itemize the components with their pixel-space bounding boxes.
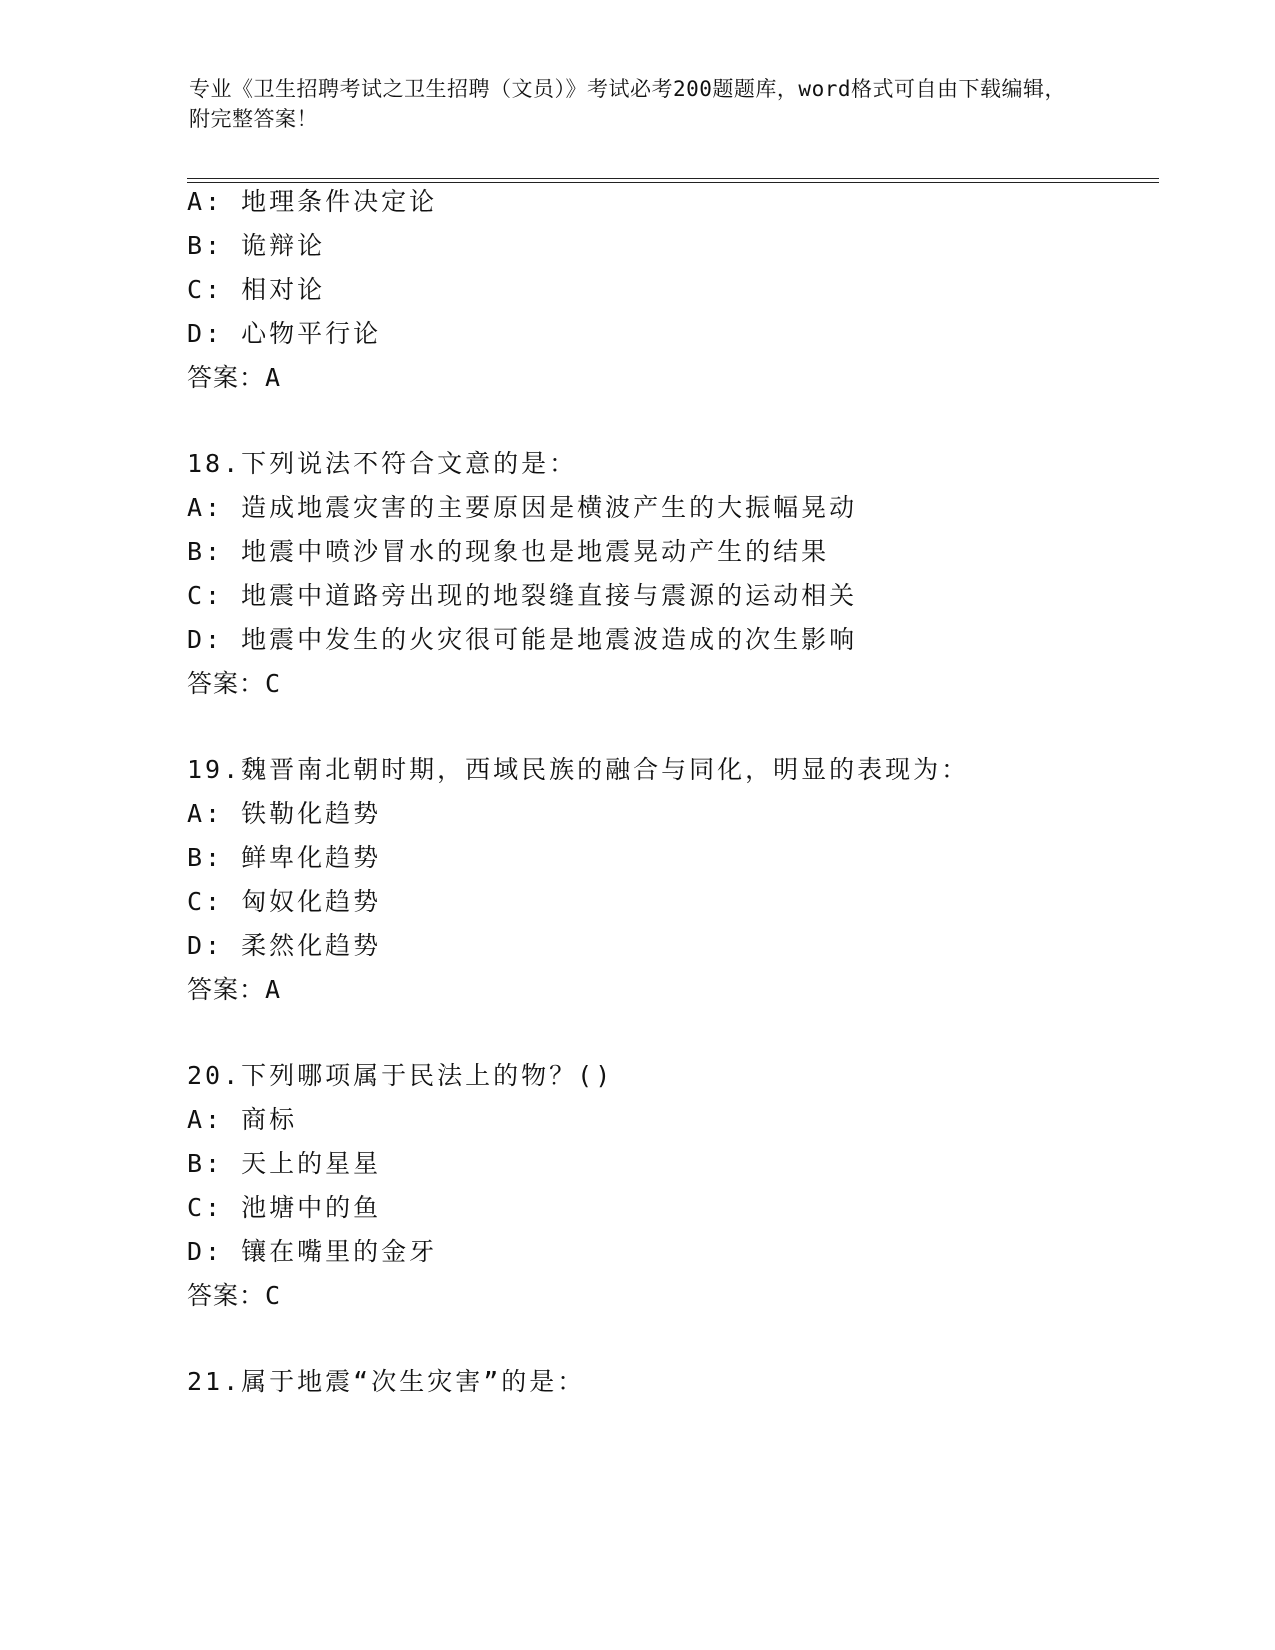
option-a: A: 铁勒化趋势 xyxy=(187,799,382,828)
option-a: A: 造成地震灾害的主要原因是横波产生的大振幅晃动 xyxy=(187,493,858,522)
answer-line: 答案：A xyxy=(187,975,282,1004)
header-divider xyxy=(187,178,1159,183)
option-b: B: 鲜卑化趋势 xyxy=(187,843,382,872)
option-d: D: 心物平行论 xyxy=(187,319,382,348)
question-stem: 18.下列说法不符合文意的是： xyxy=(187,449,578,478)
question-stem: 19.魏晋南北朝时期，西域民族的融合与同化，明显的表现为： xyxy=(187,755,970,784)
option-d: D: 镶在嘴里的金牙 xyxy=(187,1237,438,1266)
option-b: B: 地震中喷沙冒水的现象也是地震晃动产生的结果 xyxy=(187,537,830,566)
option-d: D: 柔然化趋势 xyxy=(187,931,382,960)
option-c: C: 相对论 xyxy=(187,275,326,304)
option-d: D: 地震中发生的火灾很可能是地震波造成的次生影响 xyxy=(187,625,858,654)
option-a: A: 地理条件决定论 xyxy=(187,187,438,216)
option-b: B: 天上的星星 xyxy=(187,1149,382,1178)
option-c: C: 匈奴化趋势 xyxy=(187,887,382,916)
answer-line: 答案：C xyxy=(187,1281,282,1310)
option-c: C: 池塘中的鱼 xyxy=(187,1193,382,1222)
answer-line: 答案：C xyxy=(187,669,282,698)
document-intro: 专业《卫生招聘考试之卫生招聘（文员）》考试必考200题题库，word格式可自由下载编辑，附完整答案！ xyxy=(189,77,1066,131)
answer-line: 答案：A xyxy=(187,363,282,392)
question-stem: 21.属于地震“次生灾害”的是： xyxy=(187,1367,586,1396)
option-c: C: 地震中道路旁出现的地裂缝直接与震源的运动相关 xyxy=(187,581,858,610)
option-b: B: 诡辩论 xyxy=(187,231,326,260)
option-a: A: 商标 xyxy=(187,1105,298,1134)
question-stem: 20.下列哪项属于民法上的物？() xyxy=(187,1061,614,1090)
